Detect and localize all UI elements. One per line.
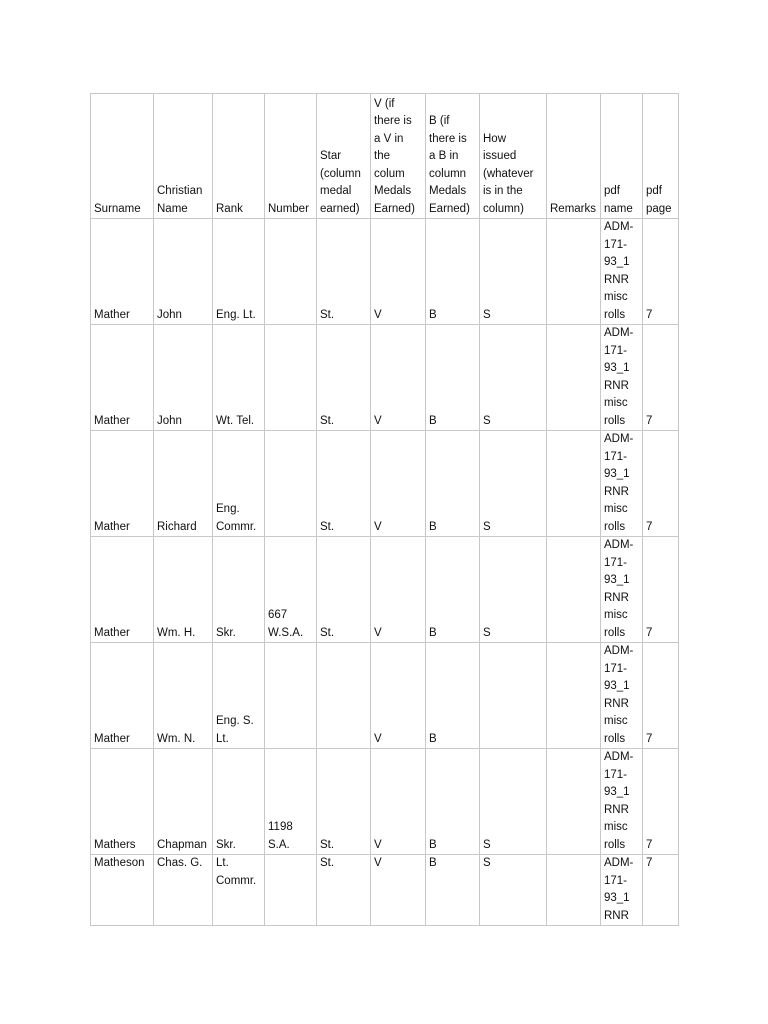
cell-surname: Mather <box>91 325 154 431</box>
cell-b: B <box>426 537 480 643</box>
cell-star: St. <box>317 431 371 537</box>
cell-number: 1198 S.A. <box>265 749 317 855</box>
cell-pdf-page: 7 <box>643 325 679 431</box>
cell-surname: Mather <box>91 643 154 749</box>
cell-pdf-name: ADM- 171- 93_1 RNR misc rolls <box>601 749 643 855</box>
header-star: Star (column medal earned) <box>317 94 371 219</box>
medal-roll-table <box>90 93 679 926</box>
cell-star: St. <box>317 749 371 855</box>
cell-remarks <box>547 219 601 325</box>
cell-pdf-page: 7 <box>643 643 679 749</box>
table-row <box>91 431 679 537</box>
cell-b: B <box>426 749 480 855</box>
header-pdf-page: pdf page <box>643 94 679 219</box>
cell-pdf-name: ADM- 171- 93_1 RNR misc rolls <box>601 325 643 431</box>
cell-remarks <box>547 537 601 643</box>
cell-v: V <box>371 219 426 325</box>
cell-christian-name: Wm. N. <box>154 643 213 749</box>
cell-surname: Matheson <box>91 855 154 926</box>
table-row <box>91 749 679 855</box>
cell-how-issued: S <box>480 431 547 537</box>
header-number: Number <box>265 94 317 219</box>
table-row <box>91 643 679 749</box>
cell-v: V <box>371 325 426 431</box>
cell-pdf-page: 7 <box>643 855 679 926</box>
cell-how-issued: S <box>480 855 547 926</box>
cell-v: V <box>371 749 426 855</box>
table-row <box>91 537 679 643</box>
cell-how-issued: S <box>480 749 547 855</box>
cell-pdf-name: ADM- 171- 93_1 RNR misc rolls <box>601 537 643 643</box>
cell-christian-name: Chas. G. <box>154 855 213 926</box>
header-pdf-name: pdf name <box>601 94 643 219</box>
cell-star <box>317 643 371 749</box>
cell-pdf-page: 7 <box>643 537 679 643</box>
cell-rank: Wt. Tel. <box>213 325 265 431</box>
cell-christian-name: John <box>154 219 213 325</box>
cell-how-issued <box>480 643 547 749</box>
cell-surname: Mather <box>91 537 154 643</box>
header-remarks: Remarks <box>547 94 601 219</box>
cell-pdf-name: ADM- 171- 93_1 RNR misc rolls <box>601 219 643 325</box>
cell-rank: Eng. S. Lt. <box>213 643 265 749</box>
cell-star: St. <box>317 325 371 431</box>
cell-b: B <box>426 431 480 537</box>
cell-how-issued: S <box>480 219 547 325</box>
cell-v: V <box>371 537 426 643</box>
header-how-issued: How issued (whatever is in the column) <box>480 94 547 219</box>
cell-surname: Mathers <box>91 749 154 855</box>
cell-remarks <box>547 643 601 749</box>
cell-remarks <box>547 325 601 431</box>
cell-remarks <box>547 431 601 537</box>
cell-number <box>265 855 317 926</box>
table-row <box>91 855 679 926</box>
header-rank: Rank <box>213 94 265 219</box>
cell-b: B <box>426 855 480 926</box>
cell-rank: Lt. Commr. <box>213 855 265 926</box>
table-row <box>91 325 679 431</box>
header-b: B (if there is a B in column Medals Earned) <box>426 94 480 219</box>
cell-v: V <box>371 643 426 749</box>
cell-rank: Skr. <box>213 749 265 855</box>
cell-v: V <box>371 855 426 926</box>
cell-v: V <box>371 431 426 537</box>
cell-christian-name: Chapman <box>154 749 213 855</box>
cell-rank: Eng. Lt. <box>213 219 265 325</box>
header-row <box>91 94 679 219</box>
cell-pdf-name: ADM- 171- 93_1 RNR misc rolls <box>601 643 643 749</box>
cell-how-issued: S <box>480 537 547 643</box>
spreadsheet-page <box>90 93 679 926</box>
cell-star: St. <box>317 855 371 926</box>
cell-christian-name: Richard <box>154 431 213 537</box>
cell-surname: Mather <box>91 431 154 537</box>
header-v: V (if there is a V in the colum Medals Earned) <box>371 94 426 219</box>
cell-christian-name: Wm. H. <box>154 537 213 643</box>
cell-pdf-name: ADM- 171- 93_1 RNR misc rolls <box>601 431 643 537</box>
cell-number <box>265 219 317 325</box>
cell-star: St. <box>317 537 371 643</box>
cell-b: B <box>426 643 480 749</box>
table-row <box>91 219 679 325</box>
cell-pdf-name: ADM- 171- 93_1 RNR <box>601 855 643 926</box>
header-surname: Surname <box>91 94 154 219</box>
header-christian-name: Christian Name <box>154 94 213 219</box>
cell-rank: Eng. Commr. <box>213 431 265 537</box>
cell-star: St. <box>317 219 371 325</box>
cell-b: B <box>426 325 480 431</box>
cell-how-issued: S <box>480 325 547 431</box>
cell-remarks <box>547 855 601 926</box>
cell-surname: Mather <box>91 219 154 325</box>
cell-b: B <box>426 219 480 325</box>
cell-christian-name: John <box>154 325 213 431</box>
cell-pdf-page: 7 <box>643 219 679 325</box>
cell-number <box>265 431 317 537</box>
cell-pdf-page: 7 <box>643 431 679 537</box>
cell-number <box>265 325 317 431</box>
cell-rank: Skr. <box>213 537 265 643</box>
cell-number <box>265 643 317 749</box>
cell-number: 667 W.S.A. <box>265 537 317 643</box>
cell-remarks <box>547 749 601 855</box>
cell-pdf-page: 7 <box>643 749 679 855</box>
